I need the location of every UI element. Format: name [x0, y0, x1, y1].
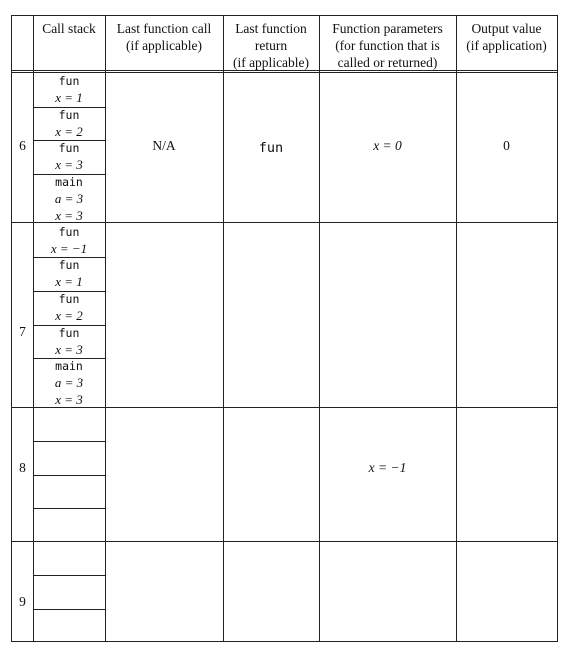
frame-divider	[33, 575, 105, 576]
frame-var: x = 3	[55, 391, 83, 407]
stack-frame	[33, 358, 105, 408]
header-call-stack	[33, 20, 105, 37]
header-text: (if applicable)	[125, 38, 203, 53]
frame-divider	[33, 508, 105, 509]
row-number: 9	[19, 594, 26, 609]
frame-var: x = −1	[50, 240, 88, 256]
row-number: 7	[19, 324, 26, 339]
frame-function: main	[55, 359, 83, 373]
col-divider	[105, 16, 106, 641]
frame-function: fun	[58, 225, 80, 239]
last-call-cell: N/A	[152, 138, 176, 153]
header-text: Output value	[471, 21, 542, 36]
stack-frame	[33, 257, 105, 291]
header-text: Call stack	[42, 21, 96, 36]
col-divider	[456, 16, 457, 641]
frame-var: a = 3	[54, 190, 84, 206]
frame-function: fun	[58, 326, 80, 340]
header-text: called or returned)	[337, 55, 438, 70]
row-number: 8	[19, 460, 26, 475]
last-return-cell: fun	[258, 140, 284, 156]
frame-function: fun	[58, 292, 80, 306]
header-text: (if application)	[466, 38, 547, 53]
frame-var: x = 1	[55, 273, 83, 289]
frame-divider	[33, 609, 105, 610]
params-cell: x = −1	[368, 460, 407, 475]
frame-var: x = 3	[55, 341, 83, 357]
header-output	[456, 20, 557, 54]
header-text: Last function call	[116, 21, 212, 36]
params-cell: x = 0	[373, 138, 402, 153]
stack-frame	[33, 174, 105, 224]
frame-function: fun	[58, 108, 80, 122]
row-divider	[12, 541, 557, 542]
col-divider	[319, 16, 320, 641]
frame-divider	[33, 475, 105, 476]
header-last-return	[223, 20, 319, 71]
header-text: Function parameters	[332, 21, 443, 36]
header-text: Last function	[235, 21, 307, 36]
header-params	[319, 20, 456, 71]
header-text: return	[254, 38, 288, 53]
header-text: (if applicable)	[232, 55, 310, 70]
frame-function: main	[55, 175, 83, 189]
stack-frame	[33, 224, 105, 258]
frame-function: fun	[58, 74, 80, 88]
frame-var: x = 1	[55, 89, 83, 105]
row-number: 6	[19, 138, 26, 153]
header-last-call	[105, 20, 223, 54]
frame-divider	[33, 441, 105, 442]
frame-var: x = 2	[55, 307, 83, 323]
frame-function: fun	[58, 141, 80, 155]
frame-var: x = 2	[55, 123, 83, 139]
stack-frame	[33, 140, 105, 174]
header-text: (for function that is	[335, 38, 440, 53]
frame-var: x = 3	[55, 156, 83, 172]
stack-frame	[33, 107, 105, 141]
frame-var: a = 3	[54, 374, 84, 390]
frame-var: x = 3	[55, 207, 83, 223]
stack-frame	[33, 73, 105, 107]
frame-function: fun	[58, 258, 80, 272]
output-cell: 0	[503, 138, 510, 153]
stack-frame	[33, 325, 105, 359]
stack-frame	[33, 291, 105, 325]
col-divider	[223, 16, 224, 641]
call-stack-table	[11, 15, 558, 642]
